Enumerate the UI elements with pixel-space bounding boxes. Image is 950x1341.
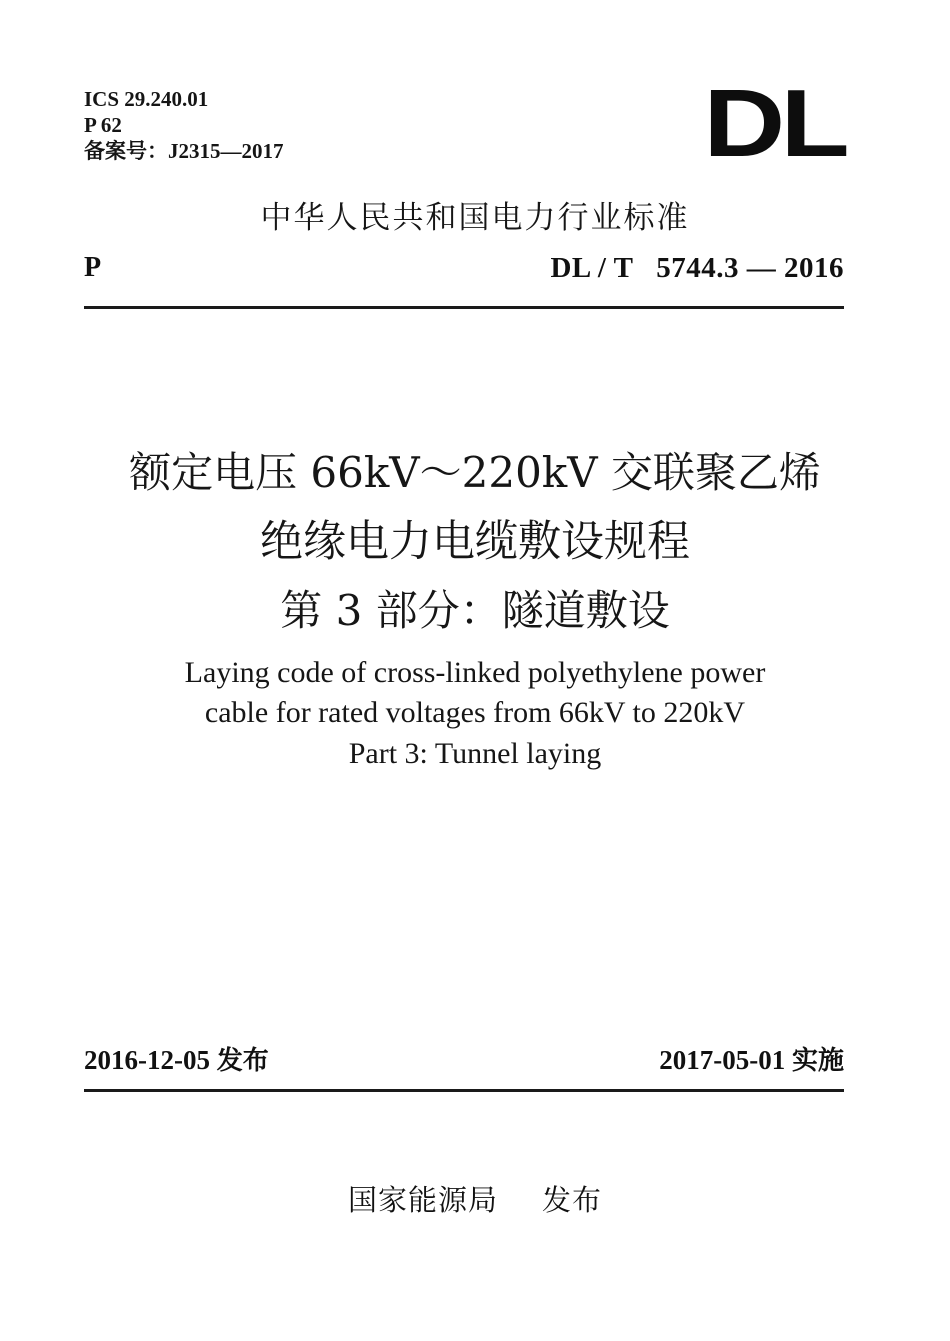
- top-divider: [84, 306, 844, 309]
- publisher-action: 发布: [542, 1183, 603, 1217]
- category-letter: P: [84, 252, 102, 283]
- title-zh-line1: 额定电压 66kV～220kV 交联聚乙烯: [129, 448, 821, 497]
- implement-label: 实施: [791, 1046, 844, 1076]
- document-codes: [84, 86, 284, 164]
- filing-number: 备案号：J2315—2017: [84, 139, 284, 163]
- title-zh-line2: 绝缘电力电缆敷设规程: [260, 517, 690, 567]
- issue-date: 2016-12-05: [84, 1045, 210, 1075]
- implement-date-block: [659, 1040, 844, 1077]
- standard-number: DL / T 5744.3 — 2016: [550, 252, 844, 284]
- title-en-line2: cable for rated voltages from 66kV to 220kV: [204, 696, 746, 729]
- dl-logo: DL: [703, 70, 845, 177]
- industry-standard-heading: 中华人民共和国电力行业标准: [260, 200, 690, 236]
- issue-label: 发布: [216, 1046, 269, 1076]
- ccs-code: P 62: [84, 113, 122, 137]
- issue-date-block: [84, 1040, 269, 1077]
- publisher-line: [0, 1178, 950, 1219]
- title-zh-line3: 第 3 部分：隧道敷设: [280, 586, 670, 635]
- title-en-line3: Part 3: Tunnel laying: [348, 737, 602, 770]
- implement-date: 2017-05-01: [659, 1045, 786, 1075]
- publisher-name: 国家能源局: [347, 1183, 498, 1217]
- ics-code: ICS 29.240.01: [84, 87, 209, 111]
- title-en-line1: Laying code of cross-linked polyethylene power: [184, 656, 766, 689]
- bottom-divider: [84, 1089, 844, 1092]
